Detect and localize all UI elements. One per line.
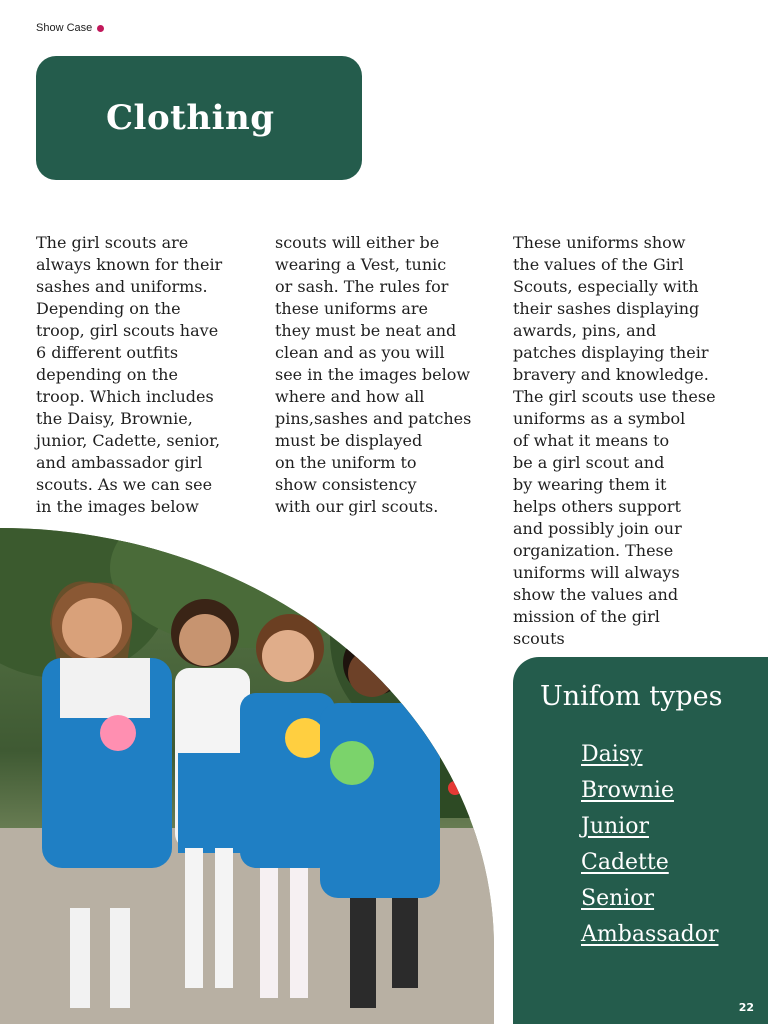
uniform-types-title: Unifom types: [540, 681, 723, 712]
section-label-text: Show Case: [36, 22, 93, 34]
body-column-1: The girl scouts are always known for their sashes and uniforms. Depending on the troop, girl scouts have 6 different outfits depending on the troop. Which includes the Daisy, Brownie, junior, Cadette, senior, and ambassador girl scouts. As we can see in the images below: [36, 233, 223, 516]
uniform-link-junior[interactable]: Junior: [581, 814, 649, 839]
section-label: [36, 22, 104, 34]
uniform-link-ambassador[interactable]: Ambassador: [581, 922, 719, 947]
body-column-3: These uniforms show the values of the Girl Scouts, especially with their sashes displaying awards, pins, and patches displaying their bravery and knowledge. The girl scouts use these uniforms as a symbol of what it means to be a girl scout and by wearing them it helps others support and possibly join our organization. These uniforms will always show the values and mission of the girl scouts: [513, 233, 716, 648]
body-column-2: scouts will either be wearing a Vest, tunic or sash. The rules for these uniforms are they must be neat and clean and as you will see in the images below where and how all pins,sashes and patches must be displayed on the uniform to show consistency with our girl scouts.: [275, 233, 472, 516]
girl-scouts-photo: [0, 528, 494, 1024]
uniform-types-panel: [513, 657, 768, 1024]
page-number: 22: [738, 1001, 754, 1014]
uniform-link-brownie[interactable]: Brownie: [581, 778, 674, 803]
uniform-types-list: [581, 737, 719, 953]
section-dot-icon: [97, 25, 104, 32]
uniform-link-cadette[interactable]: Cadette: [581, 850, 669, 875]
page-title: Clothing: [106, 98, 275, 138]
uniform-link-senior[interactable]: Senior: [581, 886, 655, 911]
uniform-link-daisy[interactable]: Daisy: [581, 742, 643, 767]
title-banner: [36, 56, 362, 180]
